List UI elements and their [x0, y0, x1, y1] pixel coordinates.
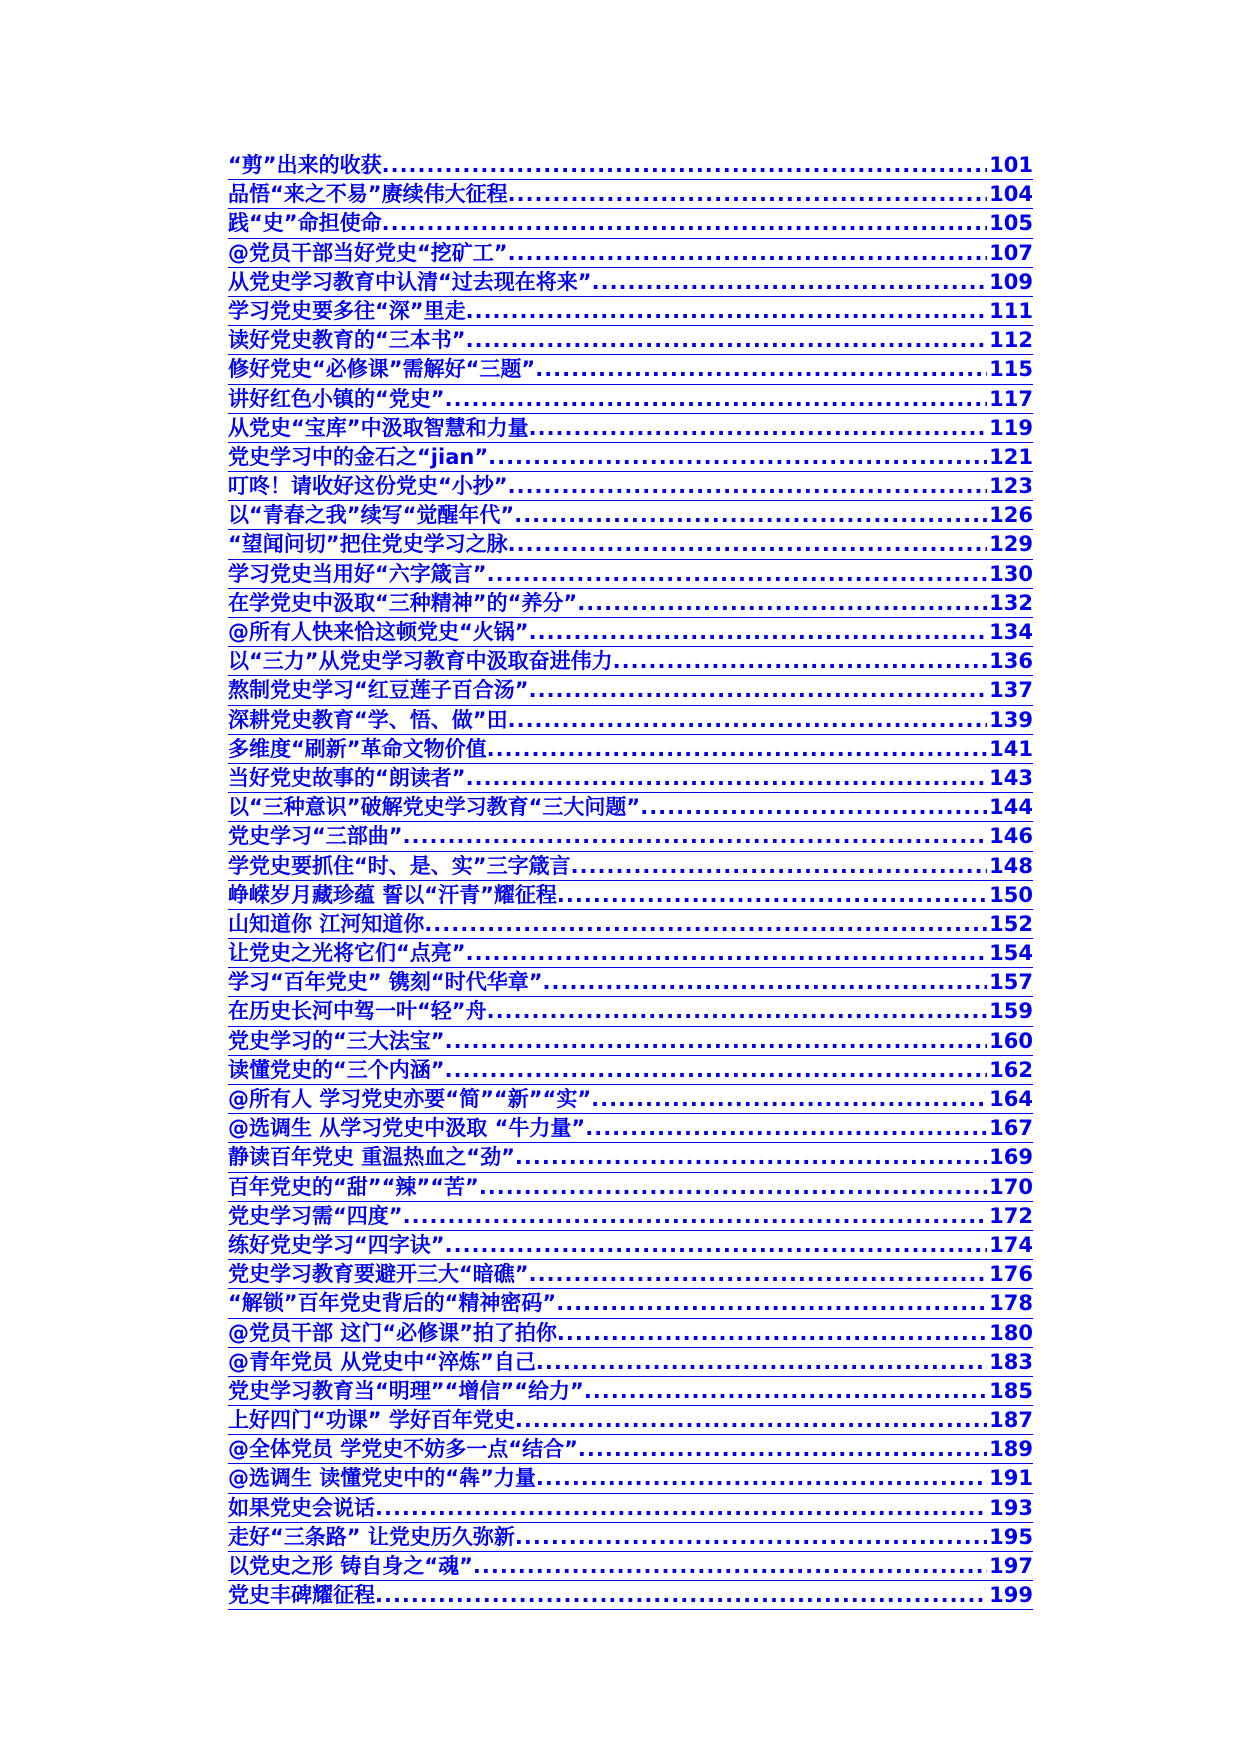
toc-entry-title: @党员干部当好党史“挖矿工” — [228, 240, 508, 265]
dot-leader — [557, 1319, 987, 1348]
toc-entry-page-number: 183 — [989, 1349, 1033, 1374]
toc-entry-link[interactable] — [228, 151, 1033, 180]
toc-entry-page-number: 193 — [989, 1495, 1033, 1520]
toc-entry-link[interactable] — [228, 968, 1033, 997]
dot-leader — [375, 1581, 987, 1610]
toc-entry-title: 峥嵘岁月藏珍蕴 誓以“汗青”耀征程 — [228, 882, 557, 907]
toc-entry-link[interactable] — [228, 1289, 1033, 1318]
toc-entry-link[interactable] — [228, 1581, 1033, 1610]
toc-entry-title: 学习“百年党史” 镌刻“时代华章” — [228, 970, 543, 995]
toc-entry-page-number: 197 — [989, 1554, 1033, 1578]
toc-entry-title: 党史学习的“三大法宝” — [228, 1028, 445, 1053]
toc-entry-page-number: 130 — [989, 561, 1033, 586]
dot-leader — [529, 1260, 988, 1289]
toc-entry-page-number: 162 — [989, 1057, 1033, 1082]
toc-entry-title: @所有人快来恰这顿党史“火锅” — [228, 620, 529, 644]
dot-leader — [571, 852, 988, 881]
toc-entry-link[interactable] — [228, 1348, 1033, 1377]
toc-entry-title: 以“三种意识”破解党史学习教育“三大问题” — [228, 795, 641, 820]
toc-entry-title: 山知道你 江河知道你 — [228, 911, 425, 936]
toc-entry-link[interactable] — [228, 1406, 1033, 1435]
toc-entry-link[interactable] — [228, 268, 1033, 297]
toc-entry-link[interactable] — [228, 1056, 1033, 1085]
toc-entry-title: 党史丰碑耀征程 — [228, 1583, 375, 1608]
toc-entry-title: @青年党员 从党史中“淬炼”自己 — [228, 1349, 536, 1374]
dot-leader — [508, 180, 988, 209]
toc-entry-title: 党史学习中的金石之“jian” — [228, 444, 489, 469]
toc-entry-title: 当好党史故事的“朗读者” — [228, 765, 466, 790]
dot-leader — [536, 1464, 987, 1493]
toc-entry-title: 静读百年党史 重温热血之“劲” — [228, 1145, 515, 1170]
toc-entry-title: 百年党史的“甜”“辣”“苦” — [228, 1174, 479, 1199]
toc-entry-link[interactable] — [228, 1552, 1033, 1581]
toc-entry-page-number: 105 — [989, 211, 1033, 236]
toc-entry-page-number: 132 — [989, 590, 1033, 615]
toc-entry-page-number: 111 — [989, 298, 1033, 323]
dot-leader — [445, 385, 988, 414]
dot-leader — [557, 881, 987, 910]
toc-entry-page-number: 119 — [989, 415, 1033, 440]
toc-entry-link[interactable] — [228, 180, 1033, 209]
toc-entry-title: “望闻问切”把住党史学习之脉 — [228, 532, 508, 557]
dot-leader — [403, 1202, 988, 1231]
dot-leader — [515, 1406, 987, 1435]
dot-leader — [466, 764, 988, 793]
toc-entry-link[interactable] — [228, 1027, 1033, 1056]
dot-leader — [479, 1173, 987, 1202]
dot-leader — [508, 706, 988, 735]
toc-entry-link[interactable] — [228, 793, 1033, 822]
toc-entry-title: 党史学习教育当“明理”“增信”“给力” — [228, 1378, 584, 1403]
toc-entry-title: 让党史之光将它们“点亮” — [228, 941, 466, 966]
dot-leader — [445, 1056, 988, 1085]
toc-entry-title: 叮咚！请收好这份党史“小抄” — [228, 474, 508, 499]
toc-entry-page-number: 121 — [989, 444, 1033, 469]
toc-entry-title: @所有人 学习党史亦要“简”“新”“实” — [228, 1087, 592, 1111]
toc-entry-page-number: 195 — [989, 1524, 1033, 1549]
dot-leader — [578, 1435, 987, 1464]
dot-leader — [466, 326, 988, 355]
toc-entry-link[interactable] — [228, 939, 1033, 968]
toc-entry-link[interactable] — [228, 1231, 1033, 1260]
toc-entry-link[interactable] — [228, 297, 1033, 326]
toc-entry-page-number: 191 — [989, 1466, 1033, 1491]
toc-entry-link[interactable] — [228, 647, 1033, 676]
toc-entry-link[interactable] — [228, 355, 1033, 384]
toc-entry-page-number: 134 — [989, 620, 1033, 644]
dot-leader — [529, 676, 988, 705]
toc-entry-page-number: 157 — [989, 970, 1033, 995]
toc-entry-link[interactable] — [228, 618, 1033, 647]
toc-entry-title: 党史学习“三部曲” — [228, 824, 403, 849]
toc-entry-title: 学习党史要多往“深”里走 — [228, 298, 466, 323]
dot-leader — [591, 1085, 987, 1114]
dot-leader — [375, 1494, 987, 1523]
toc-entry-link[interactable] — [228, 764, 1033, 793]
toc-entry-link[interactable] — [228, 881, 1033, 910]
toc-entry-link[interactable] — [228, 735, 1033, 764]
toc-entry-page-number: 199 — [989, 1583, 1033, 1608]
toc-entry-title: 深耕党史教育“学、悟、做”田 — [228, 707, 508, 732]
dot-leader — [584, 1377, 987, 1406]
toc-entry-link[interactable] — [228, 530, 1033, 559]
toc-entry-title: 读懂党史的“三个内涵” — [228, 1057, 445, 1082]
dot-leader — [543, 968, 988, 997]
toc-entry-title: 党史学习教育要避开三大“暗礁” — [228, 1262, 529, 1287]
toc-entry-title: 在历史长河中驾一叶“轻”舟 — [228, 999, 487, 1024]
toc-entry-title: 在学党史中汲取“三种精神”的“养分” — [228, 590, 578, 615]
toc-entry-title: 学党史要抓住“时、是、实”三字箴言 — [228, 853, 571, 878]
toc-entry-link[interactable] — [228, 501, 1033, 530]
toc-entry-link[interactable] — [228, 239, 1033, 268]
dot-leader — [585, 1114, 987, 1143]
toc-entry-page-number: 174 — [989, 1232, 1033, 1257]
toc-entry-title: @党员干部 这门“必修课”拍了拍你 — [228, 1320, 557, 1345]
dot-leader — [529, 618, 988, 647]
toc-entry-link[interactable] — [228, 1202, 1033, 1231]
toc-entry-link[interactable] — [228, 1377, 1033, 1406]
toc-entry-page-number: 137 — [989, 678, 1033, 703]
toc-entry-link[interactable] — [228, 560, 1033, 589]
toc-entry-title: 走好“三条路” 让党史历久弥新 — [228, 1524, 515, 1549]
toc-entry-link[interactable] — [228, 1085, 1033, 1114]
toc-entry-title: 练好党史学习“四字诀” — [228, 1232, 445, 1257]
toc-entry-link[interactable] — [228, 997, 1033, 1026]
toc-entry-page-number: 143 — [989, 765, 1033, 790]
toc-entry-link[interactable] — [228, 1523, 1033, 1552]
toc-entry-title: 读好党史教育的“三本书” — [228, 328, 466, 353]
toc-entry-title: @选调生 从学习党史中汲取 “牛力量” — [228, 1116, 586, 1141]
toc-entry-page-number: 148 — [989, 853, 1033, 878]
toc-entry-link[interactable] — [228, 1319, 1033, 1348]
toc-entry-page-number: 169 — [989, 1145, 1033, 1170]
dot-leader — [487, 735, 988, 764]
toc-entry-link[interactable] — [228, 326, 1033, 355]
toc-entry-page-number: 107 — [989, 240, 1033, 265]
toc-entry-page-number: 115 — [989, 357, 1033, 382]
toc-entry-title: 从党史学习教育中认清“过去现在将来” — [228, 269, 592, 294]
toc-entry-page-number: 123 — [989, 474, 1033, 499]
dot-leader — [613, 647, 988, 676]
toc-entry-title: 从党史“宝库”中汲取智慧和力量 — [228, 415, 529, 440]
toc-entry-link[interactable] — [228, 385, 1033, 414]
dot-leader — [466, 297, 988, 326]
toc-entry-page-number: 160 — [989, 1028, 1033, 1053]
toc-entry-page-number: 176 — [989, 1262, 1033, 1287]
toc-entry-link[interactable] — [228, 822, 1033, 851]
dot-leader — [473, 1552, 987, 1581]
toc-entry-title: 以党史之形 铸自身之“魂” — [228, 1554, 473, 1578]
toc-entry-title: 上好四门“功课” 学好百年党史 — [228, 1408, 515, 1433]
toc-entry-page-number: 150 — [989, 882, 1033, 907]
toc-entry-link[interactable] — [228, 706, 1033, 735]
toc-entry-page-number: 117 — [989, 386, 1033, 411]
toc-entry-page-number: 187 — [989, 1408, 1033, 1433]
dot-leader — [488, 443, 987, 472]
toc-entry-link[interactable] — [228, 910, 1033, 939]
toc-entry-title: 学习党史当用好“六字箴言” — [228, 561, 487, 586]
toc-entry-title: 党史学习需“四度” — [228, 1203, 403, 1228]
toc-entry-page-number: 189 — [989, 1437, 1033, 1462]
toc-entry-page-number: 144 — [989, 795, 1033, 820]
toc-entry-title: 践“史”命担使命 — [228, 211, 382, 236]
toc-entry-link[interactable] — [228, 676, 1033, 705]
toc-entry-page-number: 152 — [989, 911, 1033, 936]
toc-entry-title: 修好党史“必修课”需解好“三题” — [228, 357, 536, 382]
dot-leader — [508, 530, 988, 559]
dot-leader — [466, 939, 988, 968]
toc-entry-link[interactable] — [228, 1173, 1033, 1202]
toc-entry-title: 品悟“来之不易”赓续伟大征程 — [228, 182, 508, 207]
toc-entry-title: 如果党史会说话 — [228, 1495, 375, 1520]
toc-entry-page-number: 178 — [989, 1291, 1033, 1316]
toc-entry-title: 以“青春之我”续写“觉醒年代” — [228, 503, 515, 528]
dot-leader — [487, 997, 988, 1026]
dot-leader — [403, 822, 988, 851]
dot-leader — [640, 793, 987, 822]
toc-entry-title: 多维度“刷新”革命文物价值 — [228, 736, 487, 761]
toc-entry-title: @全体党员 学党史不妨多一点“结合” — [228, 1437, 578, 1462]
toc-entry-page-number: 112 — [989, 328, 1033, 353]
toc-entry-link[interactable] — [228, 1494, 1033, 1523]
dot-leader — [382, 151, 988, 180]
toc-entry-link[interactable] — [228, 589, 1033, 618]
toc-entry-link[interactable] — [228, 443, 1033, 472]
dot-leader — [592, 268, 988, 297]
toc-entry-page-number: 164 — [989, 1087, 1033, 1111]
toc-entry-page-number: 136 — [989, 649, 1033, 674]
toc-entry-title: 讲好红色小镇的“党史” — [228, 386, 445, 411]
toc-entry-page-number: 126 — [989, 503, 1033, 528]
toc-entry-page-number: 129 — [989, 532, 1033, 557]
toc-entry-page-number: 154 — [989, 941, 1033, 966]
toc-entry-page-number: 141 — [989, 736, 1033, 761]
toc-entry-page-number: 146 — [989, 824, 1033, 849]
toc-entry-link[interactable] — [228, 1435, 1033, 1464]
toc-entry-link[interactable] — [228, 414, 1033, 443]
dot-leader — [514, 501, 987, 530]
toc-entry-page-number: 109 — [989, 269, 1033, 294]
toc-entry-link[interactable] — [228, 1114, 1033, 1143]
toc-entry-link[interactable] — [228, 1143, 1033, 1172]
dot-leader — [382, 209, 988, 238]
toc-entry-title: “剪”出来的收获 — [228, 153, 382, 177]
toc-entry-page-number: 167 — [989, 1116, 1033, 1141]
dot-leader — [536, 1348, 987, 1377]
dot-leader — [556, 1289, 987, 1318]
toc-entry-title: 熬制党史学习“红豆莲子百合汤” — [228, 678, 529, 703]
dot-leader — [445, 1231, 988, 1260]
dot-leader — [424, 910, 987, 939]
toc-entry-page-number: 170 — [989, 1174, 1033, 1199]
dot-leader — [515, 1523, 987, 1552]
dot-leader — [529, 414, 988, 443]
toc-entry-page-number: 180 — [989, 1320, 1033, 1345]
toc-entry-page-number: 159 — [989, 999, 1033, 1024]
toc-entry-title: @选调生 读懂党史中的“犇”力量 — [228, 1466, 536, 1491]
toc-entry-link[interactable] — [228, 1464, 1033, 1493]
table-of-contents — [228, 151, 1033, 1610]
toc-entry-page-number: 172 — [989, 1203, 1033, 1228]
toc-entry-page-number: 104 — [989, 182, 1033, 207]
dot-leader — [535, 355, 987, 384]
toc-entry-link[interactable] — [228, 209, 1033, 238]
toc-entry-link[interactable] — [228, 852, 1033, 881]
toc-entry-title: “解锁”百年党史背后的“精神密码” — [228, 1291, 557, 1316]
dot-leader — [515, 1143, 987, 1172]
dot-leader — [508, 239, 988, 268]
dot-leader — [487, 560, 988, 589]
toc-entry-page-number: 101 — [989, 153, 1033, 177]
toc-entry-link[interactable] — [228, 1260, 1033, 1289]
dot-leader — [508, 472, 988, 501]
dot-leader — [577, 589, 987, 618]
toc-entry-link[interactable] — [228, 472, 1033, 501]
dot-leader — [445, 1027, 988, 1056]
toc-entry-page-number: 185 — [989, 1378, 1033, 1403]
toc-entry-title: 以“三力”从党史学习教育中汲取奋进伟力 — [228, 649, 613, 674]
toc-entry-page-number: 139 — [989, 707, 1033, 732]
